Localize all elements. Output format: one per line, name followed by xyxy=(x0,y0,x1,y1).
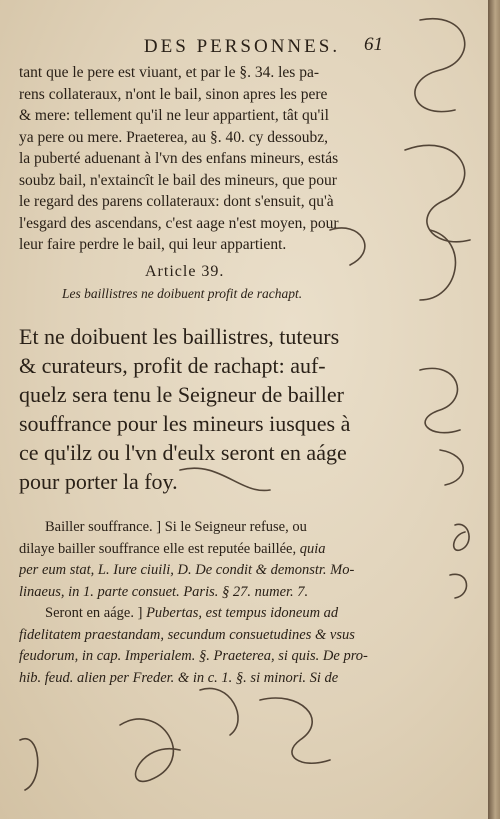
marginal-scribble xyxy=(420,368,460,432)
text-line: la puberté aduenant à l'vn des enfans mineurs, estás xyxy=(19,150,339,167)
text-line: soubz bail, n'extaincît le bail des mineurs, que pour xyxy=(19,171,337,189)
marginal-scribble xyxy=(20,739,38,790)
article-heading: Article 39. xyxy=(145,263,225,280)
commentary-latin: linaeus, in 1. parte consuet. Paris. § 27. numer. 7. xyxy=(19,583,309,600)
page-number: 61 xyxy=(364,34,383,55)
paragraph-previous-article xyxy=(19,62,389,256)
marginal-scribble xyxy=(420,230,455,300)
commentary-line xyxy=(19,646,389,668)
article-text xyxy=(19,322,389,496)
text-line: ya pere ou mere. Praeterea, au §. 40. cy dessoubz, xyxy=(19,128,329,146)
article-summary: Les baillistres ne doibuent profit de rachapt. xyxy=(62,286,303,301)
text-line: leur faire perdre le bail, qui leur appartient. xyxy=(19,236,287,253)
text-line: ce qu'ilz ou l'vn d'eulx seront en aáge xyxy=(19,440,347,465)
running-header: DES PERSONNES. xyxy=(143,36,341,57)
marginal-scribble xyxy=(200,688,238,735)
commentary-line xyxy=(19,668,389,690)
text-line: tant que le pere est viuant, et par le §. 34. les pa- xyxy=(19,64,319,81)
commentary-line xyxy=(19,539,389,561)
text-line: quelz sera tenu le Seigneur de bailler xyxy=(19,382,344,407)
commentary-text: Bailler souffrance. ] Si le Seigneur refuse, ou xyxy=(45,519,307,535)
text-line: & mere: tellement qu'il ne leur appartient, tât qu'il xyxy=(19,107,329,124)
commentary-latin: hib. feud. alien per Freder. & in c. 1. §. si minori. Si de xyxy=(19,669,339,686)
commentary-line xyxy=(19,517,389,539)
commentary-latin: Pubertas, est tempus idoneum ad xyxy=(146,605,339,621)
marginal-scribble xyxy=(450,574,466,598)
marginal-scribble xyxy=(415,19,465,112)
commentary-latin: feudorum, in cap. Imperialem. §. Praeterea, si quis. De pro- xyxy=(19,648,368,664)
text-line: rens collateraux, n'ont le bail, sinon apres les pere xyxy=(19,85,328,103)
commentary xyxy=(19,517,389,689)
text-line: pour porter la foy. xyxy=(19,469,178,494)
marginal-scribble xyxy=(405,145,470,241)
marginal-scribble xyxy=(120,719,180,781)
text-line: Et ne doibuent les baillistres, tuteurs xyxy=(19,324,340,349)
text-line: le regard des parens collateraux: dont s'ensuit, qu'à xyxy=(19,193,334,210)
commentary-text: Seront en aáge. ] xyxy=(45,605,147,621)
commentary-latin: quia xyxy=(299,540,326,557)
commentary-text: dilaye bailler souffrance elle est reputée baillée, xyxy=(19,540,300,557)
commentary-latin: fidelitatem praestandam, secundum consuetudines & vsus xyxy=(19,626,355,643)
commentary-line xyxy=(19,603,389,625)
page-edge xyxy=(488,0,500,819)
text-line: souffrance pour les mineurs iusques à xyxy=(19,411,351,436)
marginal-scribble xyxy=(454,524,469,550)
commentary-latin: per eum stat, L. Iure ciuili, D. De condit & demonstr. Mo- xyxy=(19,562,355,578)
marginal-scribble xyxy=(440,450,463,485)
text-line: l'esgard des ascendans, c'est aage n'est moyen, pour xyxy=(19,214,339,232)
marginal-scribble xyxy=(260,698,330,763)
text-line: & curateurs, profit de rachapt: auf- xyxy=(19,353,326,378)
commentary-line xyxy=(19,560,389,582)
commentary-line xyxy=(19,625,389,647)
commentary-line xyxy=(19,582,389,604)
